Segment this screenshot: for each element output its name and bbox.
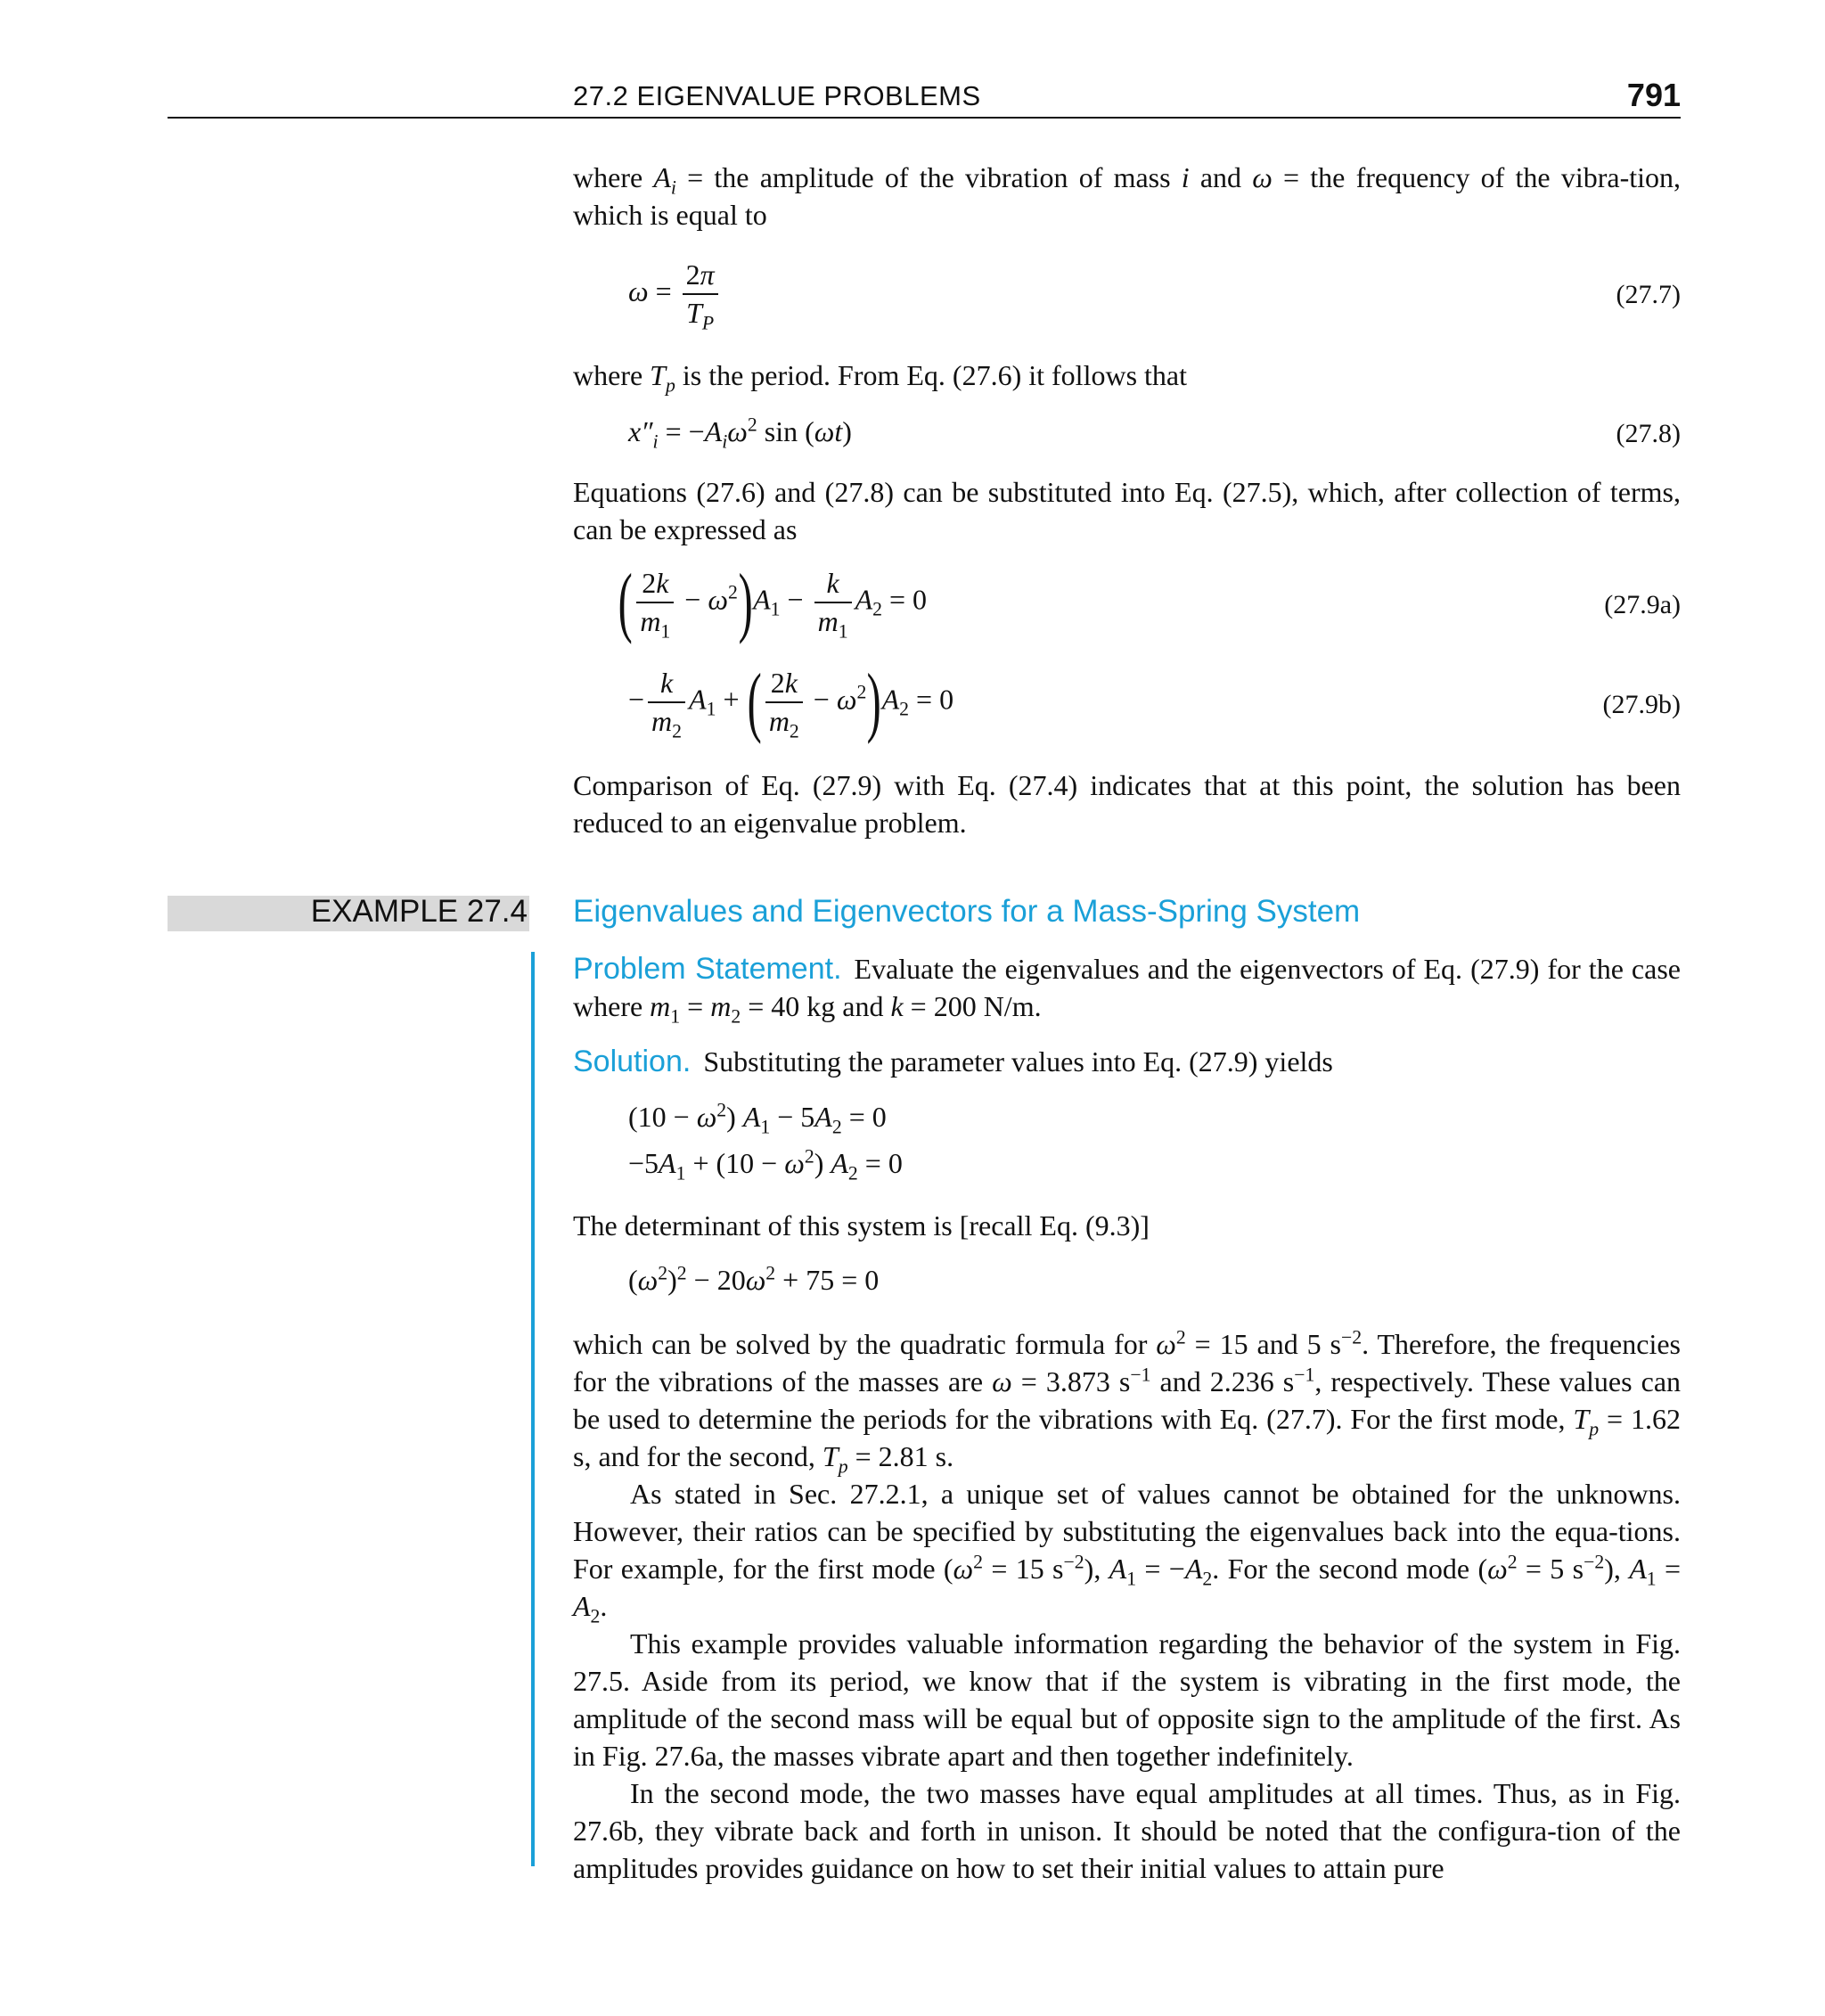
- equation-27-9a: ( $\frac{2k}{m_1}$ − $\omega^2)A_1$ − $\frac{k}{m_1}$ $A_2 = 0$ (27.9a): [618, 559, 1681, 645]
- solution-paragraph-d: In the second mode, the two masses have equal amplitudes at all times. Thus, as in Fig. 27.6b, they vibrate back and forth in unison. It should be noted that the configura-tion of the amplitudes provides guidance on how to set their initial values to attain pure: [573, 1777, 1681, 1884]
- determinant-text: The determinant of this system is [recall Eq. (9.3)]: [573, 1209, 1150, 1242]
- intro-paragraph-2: where $T_p$ is the period. From Eq. (27.6) it follows that: [573, 359, 1187, 397]
- substituted-equation-2: $-5A_1 + (10 - \omega^2) A_2 = 0$: [628, 1145, 903, 1184]
- running-head: 27.2 EIGENVALUE PROBLEMS: [573, 80, 981, 111]
- problem-statement-lead: Problem Statement.: [573, 952, 842, 986]
- header-rule: [168, 117, 1681, 119]
- page-number: 791: [1626, 77, 1681, 113]
- solution-paragraph-b: As stated in Sec. 27.2.1, a unique set of values cannot be obtained for the unknowns. However, their ratios can be specified by substituting the eigenvalues back into the equa-tions. For example, for the first mode ($\omega^2 = 15$ $s^{-2}$), $A_1 = -A_2$. For the second mode ($\omega^2 = 5$ $s^{-2}$), $A_1 = A_2$.: [573, 1478, 1682, 1627]
- solution-paragraph-a: which can be solved by the quadratic formula for $\omega^2 = 15$ and 5 $s^{-2}$. Therefore, the frequencies for the vibrations of the masses are ω = 3.873 $s^{-1}$ and 2.236 $s^{-1}$, respectively. These values can be used to determine the periods for the vibrations with Eq. (27.7). For the first mode, $T_p = 1.62$ s, and for the second, $T_p = 2.81$ s.: [573, 1326, 1682, 1478]
- solution-paragraph-c: This example provides valuable information regarding the behavior of the system in Fig. 27.5. Aside from its period, we know that if the system is vibrating in the first mode, the amplitude of the second mass will be equal but of opposite sign to the amplitude of the first. As in Fig. 27.6a, the masses vibrate apart and then together indefinitely.: [573, 1627, 1681, 1772]
- equation-number: (27.7): [1616, 280, 1681, 309]
- substituted-equation-1: $(10 - \omega^2)$ $A_1 - 5A_2 = 0$: [628, 1099, 887, 1138]
- intro-paragraph-4: Comparison of Eq. (27.9) with Eq. (27.4) indicates that at this point, the solution has been reduced to an eigenvalue problem.: [573, 769, 1681, 839]
- example-title: Eigenvalues and Eigenvectors for a Mass-Spring System: [573, 894, 1361, 929]
- intro-paragraph-3: Equations (27.6) and (27.8) can be substituted into Eq. (27.5), which, after collection of terms, can be expressed as: [573, 476, 1681, 545]
- equation-number: (27.9b): [1602, 690, 1681, 719]
- determinant-equation: $(\omega^2)^2 - 20\omega^2 + 75 = 0$: [628, 1262, 880, 1296]
- solution-intro: Solution. Substituting the parameter values into Eq. (27.9) yields: [573, 1045, 1333, 1078]
- solution-lead: Solution.: [573, 1045, 692, 1078]
- problem-statement: Problem Statement. Evaluate the eigenvalues and the eigenvectors of Eq. (27.9) for the case where $m_1 = m_2 = 40$ kg and k = 200 N/m.: [573, 952, 1681, 1028]
- equation-27-8: $x''_i = -A_i\omega^2$ sin (ωt) (27.8): [628, 414, 1681, 453]
- example-label: EXAMPLE 27.4: [310, 894, 528, 929]
- equation-number: (27.8): [1616, 419, 1681, 448]
- equation-27-9b: − $\frac{k}{m_2}$ $A_1$ + ( $\frac{2k}{m_2}$ − $\omega^2)A_2 = 0$ (27.9b): [628, 659, 1681, 745]
- equation-number: (27.9a): [1604, 590, 1681, 619]
- example-side-bar: [531, 952, 535, 1866]
- equation-27-7: ω = $\frac{2\pi}{T_P}$ (27.7): [628, 258, 1681, 334]
- solution-body: [573, 1325, 1681, 1887]
- intro-paragraph-1: where $A_i$ = the amplitude of the vibration of mass i and ω = the frequency of the vibra-tion, which is equal to: [573, 161, 1682, 231]
